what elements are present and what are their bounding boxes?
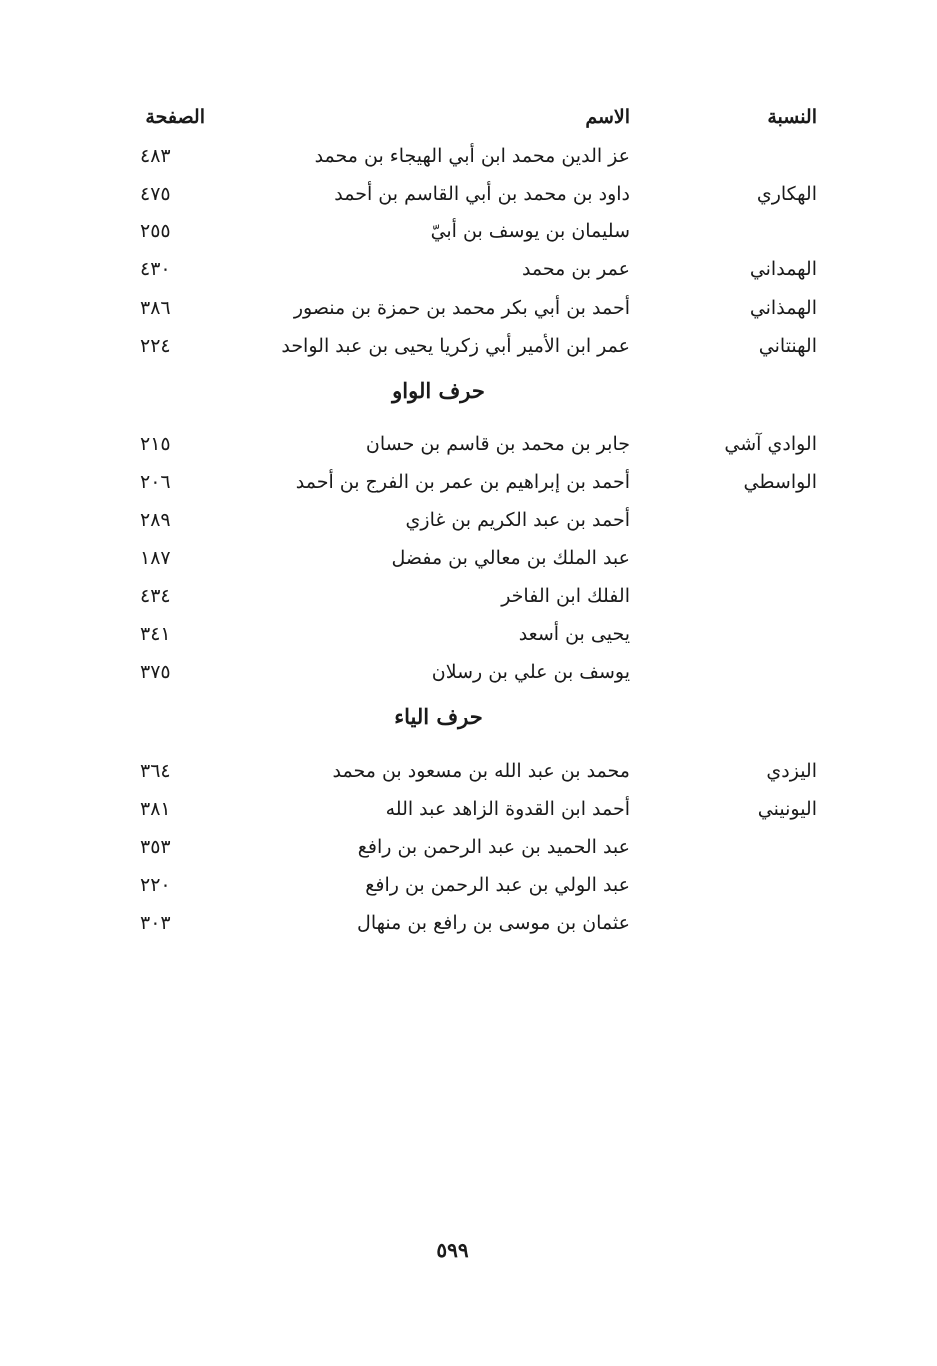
- section-heading-ya: [0, 704, 937, 729]
- name-cell: جابر بن محمد بن قاسم بن حسان: [365, 433, 630, 455]
- index-row: [0, 501, 937, 539]
- section-heading-waw-text: حرف الواو: [392, 378, 485, 403]
- name-cell: محمد بن عبد الله بن مسعود بن محمد: [332, 760, 630, 782]
- header-nisba: النسبة: [767, 106, 817, 128]
- name-cell: يحيى بن أسعد: [518, 623, 630, 645]
- index-row: [0, 137, 937, 175]
- page-number-text: ٥٩٩: [436, 1238, 469, 1262]
- page-cell: ٣٨٦: [140, 297, 171, 319]
- name-cell: أحمد بن إبراهيم بن عمر بن الفرج بن أحمد: [295, 471, 630, 493]
- index-row: [0, 289, 937, 327]
- index-row: [0, 615, 937, 653]
- name-cell: يوسف بن علي بن رسلان: [431, 661, 630, 683]
- nisba-cell: الهمداني: [749, 258, 817, 280]
- page-cell: ٤٧٥: [140, 183, 171, 205]
- name-cell: عبد الولي بن عبد الرحمن بن رافع: [365, 874, 630, 896]
- index-row: [0, 904, 937, 942]
- page-cell: ٢٢٤: [140, 335, 171, 357]
- page-cell: ٢٢٠: [140, 874, 171, 896]
- page-cell: ٣٤١: [140, 623, 171, 645]
- index-row: [0, 790, 937, 828]
- name-cell: عبد الحميد بن عبد الرحمن بن رافع: [357, 836, 630, 858]
- page-cell: ٣٦٤: [140, 760, 171, 782]
- nisba-cell: الوادي آشي: [724, 433, 817, 455]
- nisba-cell: الهكاري: [756, 183, 817, 205]
- nisba-cell: الهمذاني: [749, 297, 817, 319]
- nisba-cell: اليونيني: [757, 798, 817, 820]
- index-row: [0, 752, 937, 790]
- name-cell: عمر بن محمد: [521, 258, 630, 280]
- page-cell: ٣٥٣: [140, 836, 171, 858]
- index-row: [0, 250, 937, 288]
- index-row: [0, 212, 937, 250]
- page-cell: ٢٥٥: [140, 220, 171, 242]
- index-row: [0, 577, 937, 615]
- page-cell: ٤٣٠: [140, 258, 171, 280]
- name-cell: داود بن محمد بن أبي القاسم بن أحمد: [334, 183, 630, 205]
- page-cell: ١٨٧: [140, 547, 171, 569]
- name-cell: عثمان بن موسى بن رافع بن منهال: [357, 912, 630, 934]
- index-row: [0, 539, 937, 577]
- section-heading-waw: [0, 378, 937, 403]
- index-row: [0, 828, 937, 866]
- index-row: [0, 653, 937, 691]
- name-cell: عبد الملك بن معالي بن مفضل: [391, 547, 630, 569]
- index-row: [0, 425, 937, 463]
- name-cell: أحمد بن أبي بكر محمد بن حمزة بن منصور: [293, 297, 630, 319]
- index-row: [0, 866, 937, 904]
- page-cell: ٣٧٥: [140, 661, 171, 683]
- column-header-row: [0, 98, 937, 136]
- page-cell: ٣٨١: [140, 798, 171, 820]
- nisba-cell: الهنتاني: [758, 335, 817, 357]
- index-row: [0, 463, 937, 501]
- page-cell: ٢٠٦: [140, 471, 171, 493]
- section-heading-ya-text: حرف الياء: [394, 704, 483, 729]
- page-cell: ٤٨٣: [140, 145, 171, 167]
- header-name: الاسم: [585, 106, 630, 128]
- name-cell: عمر ابن الأمير أبي زكريا يحيى بن عبد الواحد: [281, 335, 630, 357]
- nisba-cell: الواسطي: [743, 471, 817, 493]
- name-cell: عز الدين محمد ابن أبي الهيجاء بن محمد: [314, 145, 630, 167]
- header-page: الصفحة: [145, 106, 205, 128]
- page-cell: ٢١٥: [140, 433, 171, 455]
- name-cell: أحمد بن عبد الكريم بن غازي: [405, 509, 630, 531]
- page-cell: ٤٣٤: [140, 585, 171, 607]
- nisba-cell: اليزدي: [766, 760, 817, 782]
- index-row: [0, 175, 937, 213]
- page-cell: ٢٨٩: [140, 509, 171, 531]
- page-number: [0, 1238, 937, 1262]
- name-cell: الفلك ابن الفاخر: [501, 585, 630, 607]
- index-row: [0, 327, 937, 365]
- page-cell: ٣٠٣: [140, 912, 171, 934]
- name-cell: سليمان بن يوسف بن أبيّ: [430, 220, 630, 242]
- name-cell: أحمد ابن القدوة الزاهد عبد الله: [385, 798, 630, 820]
